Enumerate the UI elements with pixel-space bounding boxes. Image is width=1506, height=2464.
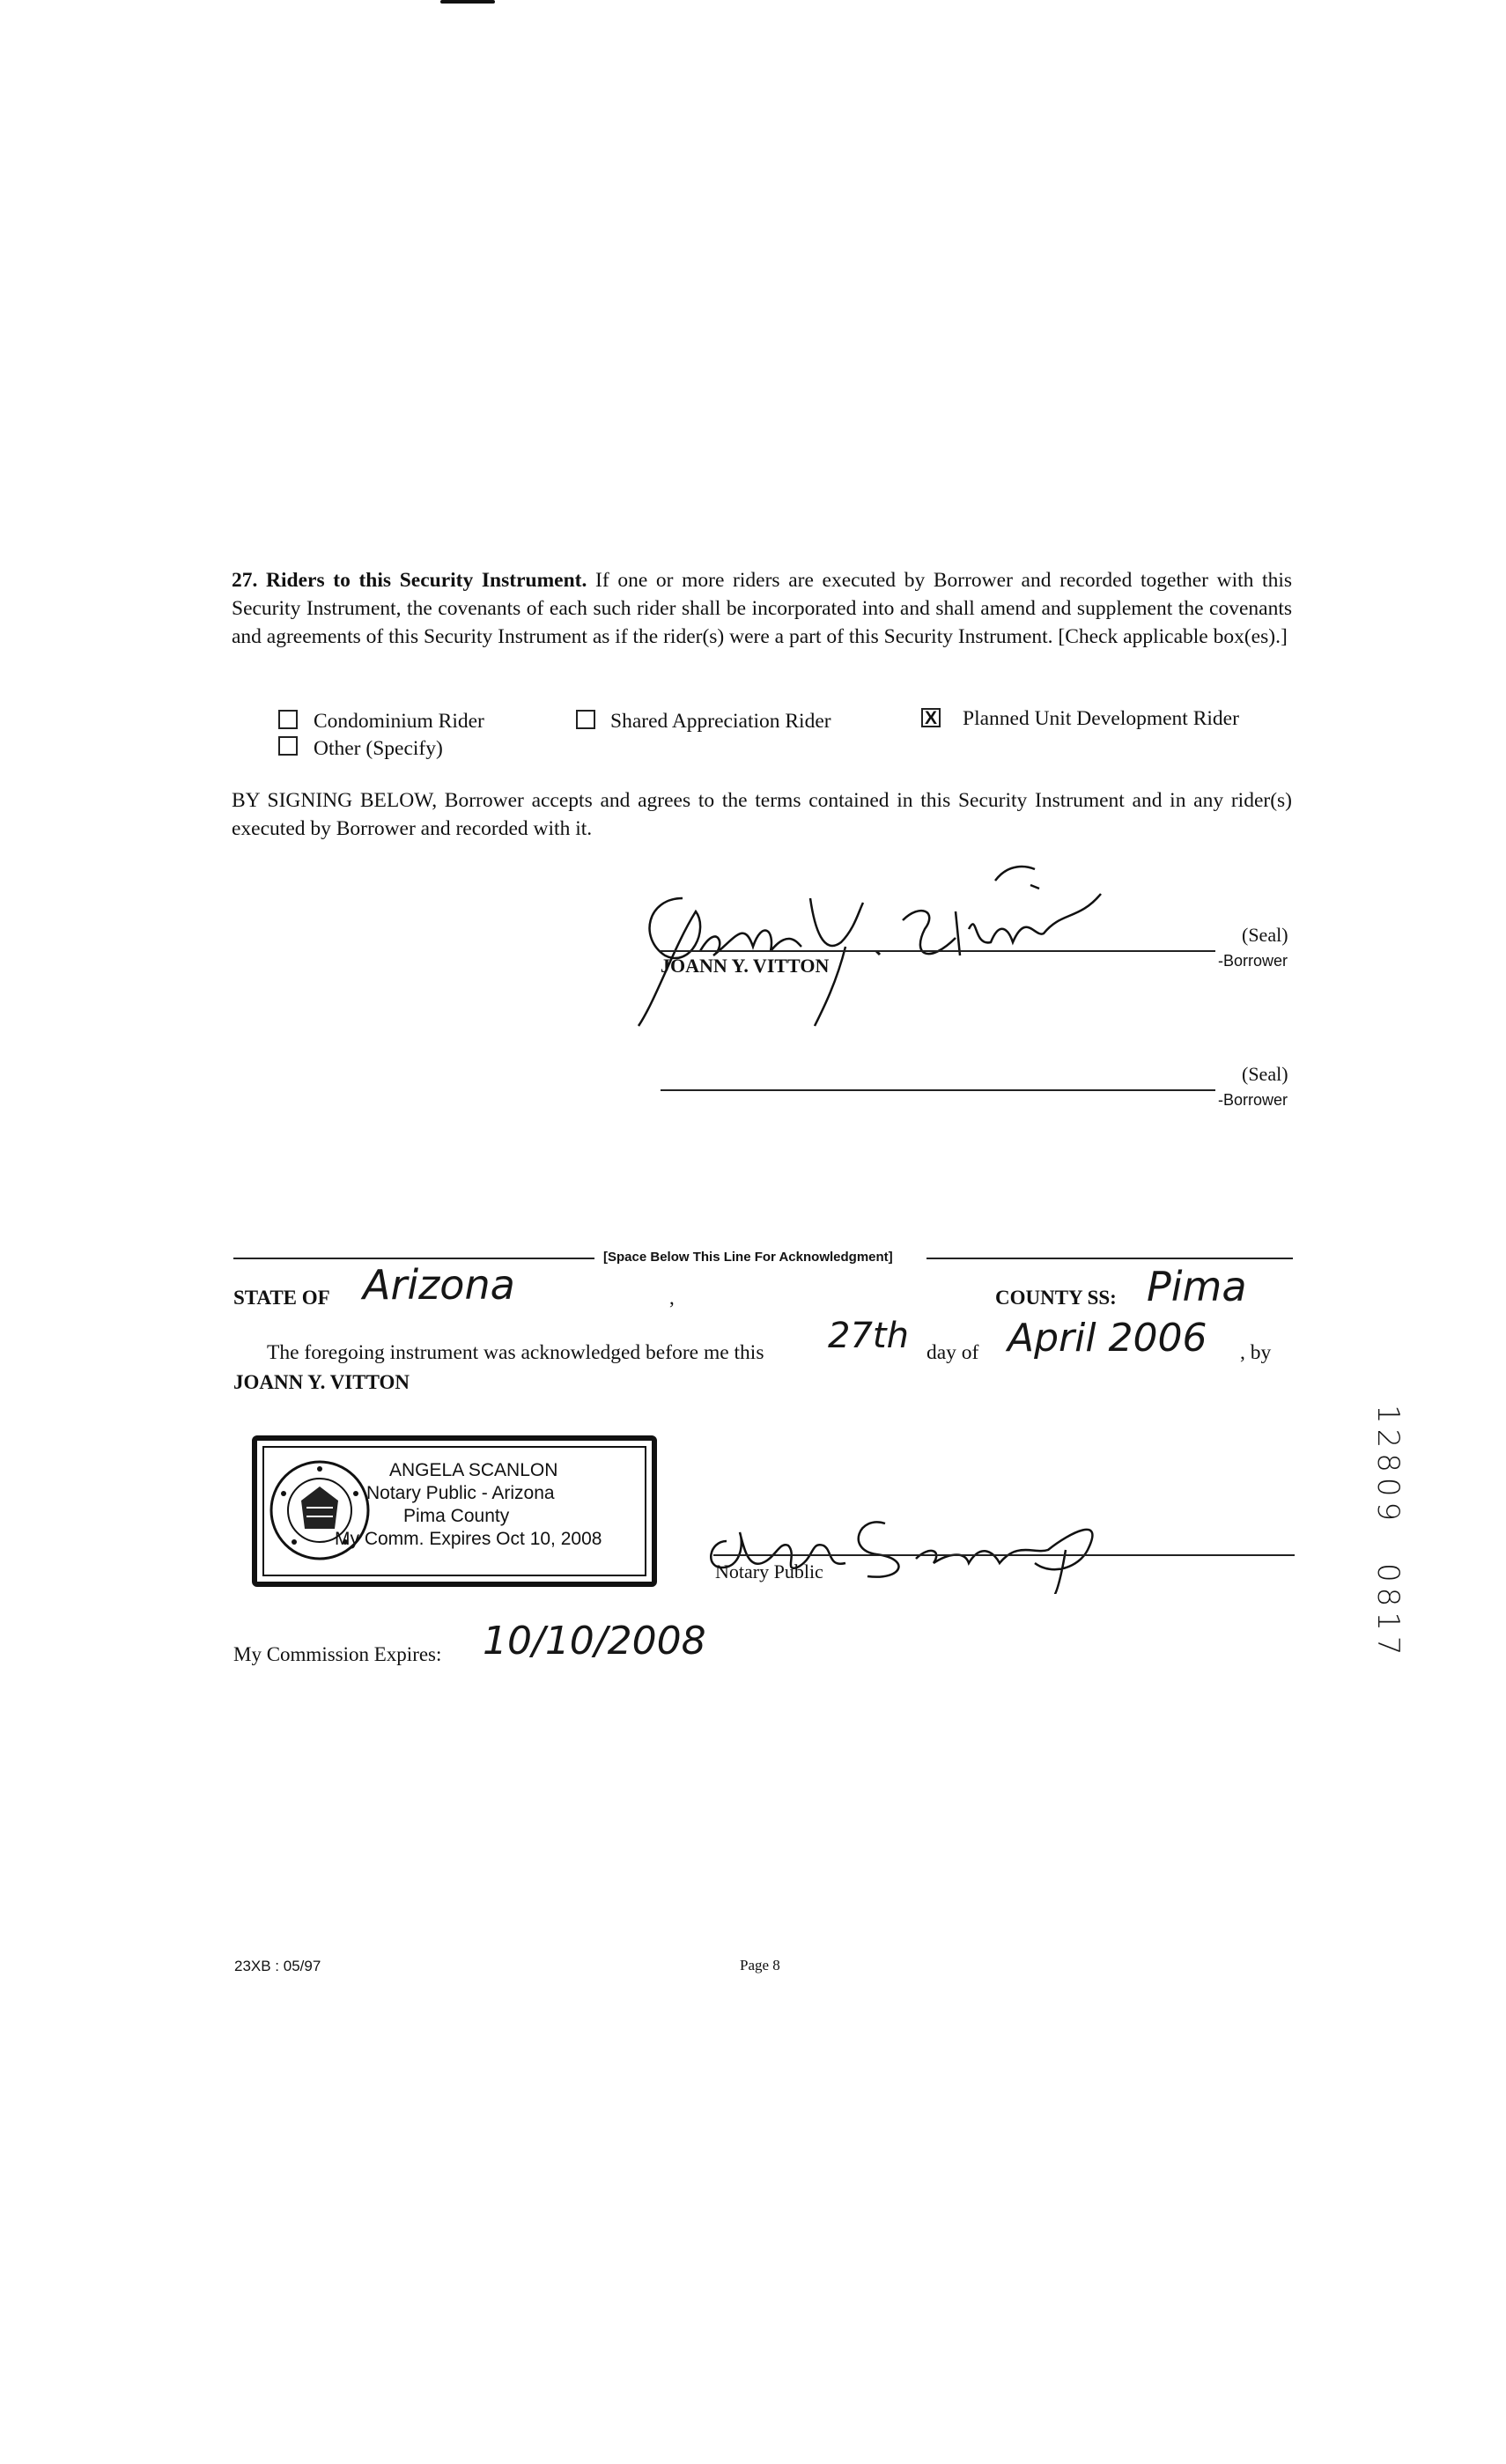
- other-rider-label: Other (Specify): [314, 737, 443, 760]
- month-year-value: April 2006: [1008, 1316, 1207, 1361]
- commission-value: 10/10/2008: [483, 1619, 706, 1664]
- state-label: STATE OF: [233, 1287, 330, 1309]
- state-comma: ,: [669, 1287, 675, 1309]
- signing-statement: BY SIGNING BELOW, Borrower accepts and agrees to the terms contained in this Security Instrument and in any rider(s) executed by Borrower and recorded with it.: [232, 789, 1292, 840]
- planned-unit-development-rider-checkbox[interactable]: X: [921, 708, 941, 727]
- section-27: [232, 566, 1292, 651]
- notary-stamp-title: Notary Public - Arizona: [366, 1483, 555, 1503]
- separator-line-right: [926, 1258, 1293, 1259]
- separator-label: [Space Below This Line For Acknowledgment]: [603, 1250, 893, 1265]
- borrower-1-signature-line: [661, 950, 1215, 952]
- section-body: If one or more riders are executed by Borrower and recorded together with this Security Instrument, the covenants of each such rider shall be incorporated into and shall amend and supplement the covenants and agreements of this Security Instrument as if the rider(s) were a part of this Security Instrument. [Check applicable box(es).]: [232, 569, 1293, 648]
- scan-mark: [440, 0, 495, 4]
- borrower-1-role: -Borrower: [1218, 952, 1288, 970]
- notary-signature-line: [713, 1554, 1295, 1556]
- county-value: Pima: [1147, 1263, 1247, 1310]
- borrower-1-seal: (Seal): [1242, 924, 1288, 946]
- acknowledged-person: JOANN Y. VITTON: [233, 1371, 410, 1393]
- condominium-rider-checkbox[interactable]: [278, 710, 298, 729]
- shared-appreciation-rider-checkbox[interactable]: [576, 710, 595, 729]
- form-code: 23XB : 05/97: [234, 1958, 321, 1974]
- notary-stamp-name: ANGELA SCANLON: [389, 1460, 558, 1480]
- section-number: 27.: [232, 569, 258, 592]
- borrower-1-name: JOANN Y. VITTON: [661, 955, 830, 977]
- borrower-2-seal: (Seal): [1242, 1063, 1288, 1085]
- by-label: , by: [1240, 1341, 1272, 1364]
- notary-stamp-expires: My Comm. Expires Oct 10, 2008: [335, 1529, 602, 1549]
- borrower-2-signature-line: [661, 1089, 1215, 1091]
- commission-label: My Commission Expires:: [233, 1643, 442, 1665]
- margin-stamp-top: 12809: [1370, 1405, 1406, 1527]
- shared-appreciation-rider-label: Shared Appreciation Rider: [610, 710, 831, 733]
- borrower-signature: [621, 859, 1114, 1035]
- notary-signature-label: Notary Public: [715, 1560, 823, 1582]
- day-value: 27th: [828, 1316, 909, 1356]
- notary-stamp: [252, 1435, 657, 1587]
- state-value: Arizona: [363, 1261, 515, 1309]
- section-heading: Riders to this Security Instrument.: [266, 569, 587, 592]
- day-of-label: day of: [926, 1341, 979, 1364]
- page-number: Page 8: [740, 1957, 780, 1973]
- other-rider-checkbox[interactable]: [278, 736, 298, 756]
- condominium-rider-label: Condominium Rider: [314, 710, 484, 733]
- planned-unit-development-rider-label: Planned Unit Development Rider: [963, 707, 1239, 730]
- notary-stamp-county: Pima County: [403, 1506, 510, 1526]
- county-label: COUNTY SS:: [995, 1287, 1117, 1309]
- acknowledgment-text: The foregoing instrument was acknowledged before me this: [267, 1341, 764, 1364]
- margin-stamp-bottom: 0817: [1370, 1563, 1406, 1661]
- borrower-2-role: -Borrower: [1218, 1091, 1288, 1109]
- separator-line-left: [233, 1258, 594, 1259]
